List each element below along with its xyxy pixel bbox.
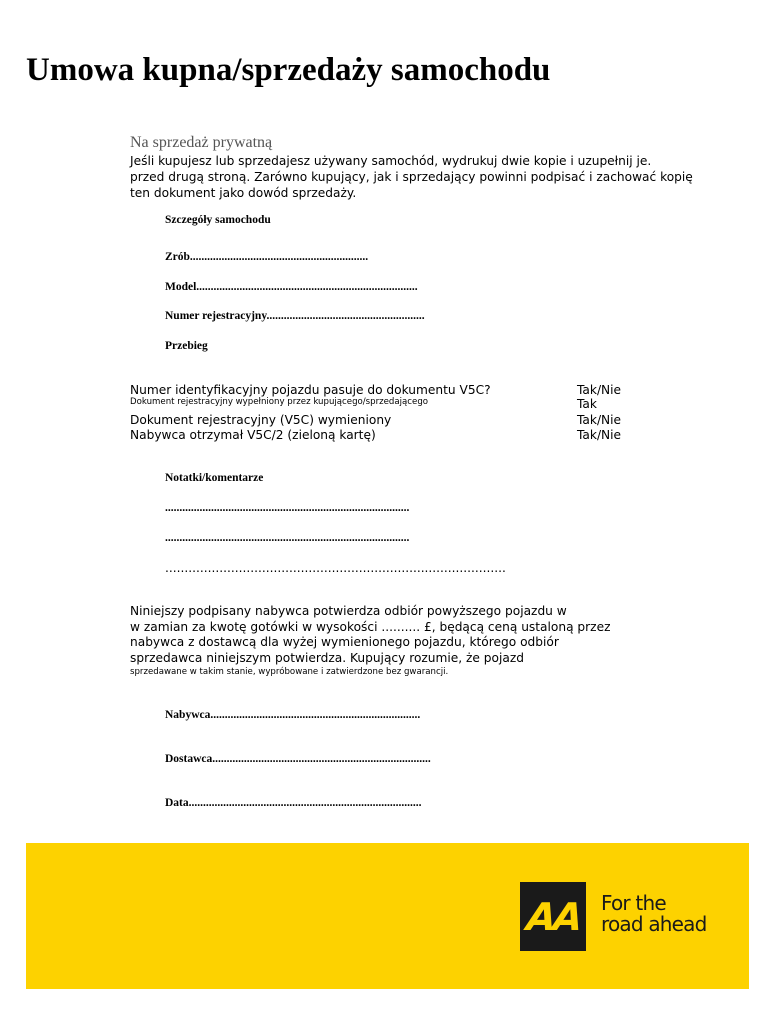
green-slip: Nabywca otrzymał V5C/2 (zieloną kartę) — [130, 428, 376, 442]
notes-line[interactable]: ..................................................................................... — [165, 532, 410, 544]
v5c-replaced-answer[interactable]: Tak/Nie — [577, 413, 622, 427]
reg-doc-note: Dokument rejestracyjny wypełniony przez kupującego/sprzedającego — [130, 397, 429, 407]
receipt-paragraph — [130, 604, 610, 678]
make-field[interactable]: Zrób.............................................................. — [165, 251, 369, 263]
subtitle: Na sprzedaż prywatną — [130, 134, 273, 151]
receipt-line: nabywca z dostawcą dla wyżej wymienionego pojazdu, którego odbiór — [130, 635, 559, 649]
receipt-line: w zamian za kwotę gotówki w wysokości .......... £, będącą ceną ustaloną przez — [130, 619, 611, 634]
registration-field[interactable]: Numer rejestracyjny....................................................... — [165, 310, 425, 322]
model-field[interactable]: Model............................................................................. — [165, 281, 418, 293]
intro-line: przed drugą stroną. Zarówno kupujący, jak i sprzedający powinni podpisać i zachować kopię — [130, 170, 693, 184]
reg-doc-answer[interactable]: Tak — [577, 397, 597, 411]
tagline-line: For the — [601, 891, 666, 915]
vin-answer[interactable]: Tak/Nie — [577, 383, 622, 397]
buyer-signature-field[interactable]: Nabywca......................................................................... — [165, 709, 421, 721]
document-title: Umowa kupna/sprzedaży samochodu — [26, 52, 551, 88]
aa-logo — [520, 882, 586, 951]
vin-question: Numer identyfikacyjny pojazdu pasuje do dokumentu V5C? — [130, 383, 491, 397]
car-details-heading: Szczegóły samochodu — [165, 214, 271, 226]
notes-line[interactable]: ........................................................................................ — [165, 561, 506, 575]
intro-line: Jeśli kupujesz lub sprzedajesz używany samochód, wydrukuj dwie kopie i uzupełnij je. — [130, 154, 652, 168]
notes-heading: Notatki/komentarze — [165, 472, 264, 484]
receipt-line: sprzedawca niniejszym potwierdza. Kupujący rozumie, że pojazd — [130, 650, 524, 665]
tagline — [601, 893, 707, 935]
tagline-line: road ahead — [601, 912, 707, 936]
footer-banner — [26, 843, 749, 989]
v5c-replaced: Dokument rejestracyjny (V5C) wymieniony — [130, 413, 392, 427]
intro-line: ten dokument jako dowód sprzedaży. — [130, 186, 357, 200]
notes-line[interactable]: ..................................................................................... — [165, 502, 410, 514]
intro-paragraph — [130, 153, 693, 201]
green-slip-answer[interactable]: Tak/Nie — [577, 428, 622, 442]
receipt-line: Niniejszy podpisany nabywca potwierdza odbiór powyższego pojazdu w — [130, 604, 567, 618]
receipt-warranty-note: sprzedawane w takim stanie, wypróbowane i zatwierdzone bez gwarancji. — [130, 667, 449, 677]
date-field[interactable]: Data................................................................................. — [165, 797, 422, 809]
mileage-field[interactable]: Przebieg — [165, 340, 208, 352]
supplier-signature-field[interactable]: Dostawca............................................................................ — [165, 753, 431, 765]
aa-logo-text: AA — [524, 894, 582, 939]
